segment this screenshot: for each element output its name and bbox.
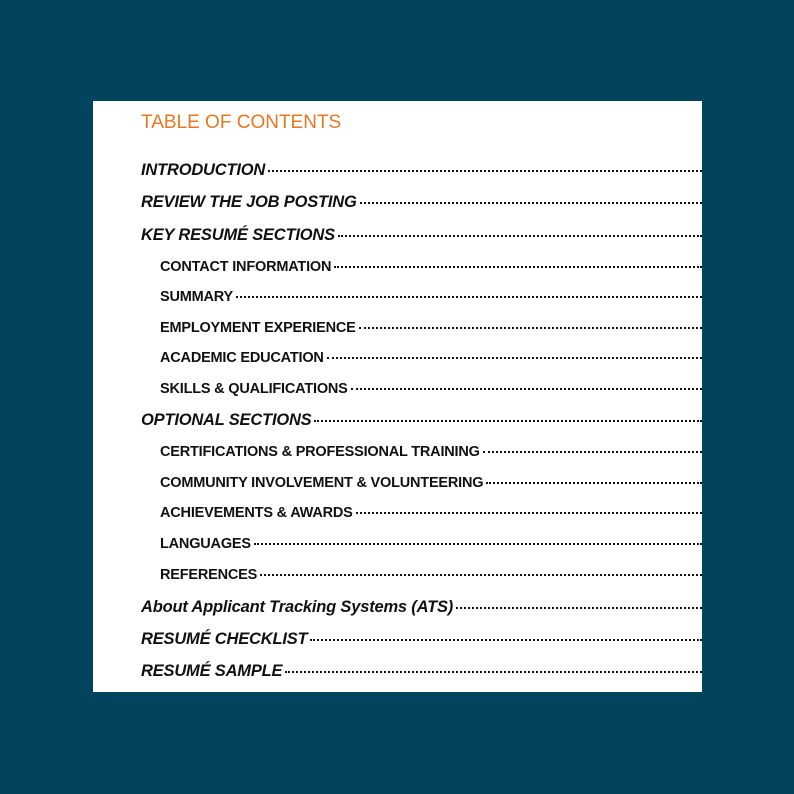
dot-leader: [359, 327, 702, 329]
toc-entry-review-job-posting[interactable]: [93, 191, 702, 213]
toc-entry-languages[interactable]: [93, 534, 702, 554]
toc-entry-label: OPTIONAL SECTIONS: [141, 411, 312, 429]
toc-entry-label: LANGUAGES: [160, 536, 251, 552]
toc-entry-label: EMPLOYMENT EXPERIENCE: [160, 320, 356, 336]
dot-leader: [356, 512, 702, 514]
toc-entry-certifications-training[interactable]: [93, 442, 702, 462]
toc-entry-label: CERTIFICATIONS & PROFESSIONAL TRAINING: [160, 444, 480, 460]
dot-leader: [260, 574, 702, 576]
toc-entry-resume-checklist[interactable]: [93, 628, 702, 650]
toc-entry-label: ACADEMIC EDUCATION: [160, 350, 324, 366]
dot-leader: [236, 296, 702, 298]
toc-title: TABLE OF CONTENTS: [141, 112, 342, 133]
toc-entry-label: SUMMARY: [160, 289, 233, 305]
dot-leader: [351, 388, 702, 390]
dot-leader: [486, 482, 702, 484]
toc-entry-summary[interactable]: [93, 287, 702, 307]
toc-entry-community-volunteering[interactable]: [93, 473, 702, 493]
dot-leader: [483, 451, 702, 453]
dot-leader: [254, 543, 702, 545]
toc-entry-label: ACHIEVEMENTS & AWARDS: [160, 505, 353, 521]
toc-entry-skills-qualifications[interactable]: [93, 379, 702, 399]
dot-leader: [268, 170, 702, 172]
toc-entry-label: CONTACT INFORMATION: [160, 259, 332, 275]
toc-entry-about-ats[interactable]: [93, 596, 702, 618]
toc-entry-introduction[interactable]: [93, 159, 702, 181]
dot-leader: [360, 202, 702, 204]
toc-entry-achievements-awards[interactable]: [93, 503, 702, 523]
toc-entry-label: SKILLS & QUALIFICATIONS: [160, 381, 348, 397]
dot-leader: [314, 420, 702, 422]
toc-entry-resume-sample[interactable]: [93, 660, 702, 682]
toc-entry-label: INTRODUCTION: [141, 161, 266, 179]
document-page: [93, 101, 702, 692]
dot-leader: [310, 639, 702, 641]
toc-entry-label: RESUMÉ CHECKLIST: [141, 630, 308, 648]
dot-leader: [334, 266, 702, 268]
dot-leader: [285, 671, 702, 673]
toc-entry-academic-education[interactable]: [93, 348, 702, 368]
toc-entry-contact-information[interactable]: [93, 257, 702, 277]
toc-entry-references[interactable]: [93, 565, 702, 585]
toc-entry-employment-experience[interactable]: [93, 318, 702, 338]
toc-entry-label: KEY RESUMÉ SECTIONS: [141, 226, 335, 244]
toc-entry-label: REFERENCES: [160, 567, 258, 583]
dot-leader: [456, 607, 702, 609]
toc-entry-label: RESUMÉ SAMPLE: [141, 662, 283, 680]
dot-leader: [327, 357, 702, 359]
toc-entry-label: REVIEW THE JOB POSTING: [141, 193, 357, 211]
toc-entry-optional-sections[interactable]: [93, 409, 702, 431]
toc-entry-key-resume-sections[interactable]: [93, 224, 702, 246]
toc-entry-label: COMMUNITY INVOLVEMENT & VOLUNTEERING: [160, 475, 484, 491]
toc-entry-label: About Applicant Tracking Systems (ATS): [141, 598, 454, 616]
dot-leader: [338, 235, 702, 237]
